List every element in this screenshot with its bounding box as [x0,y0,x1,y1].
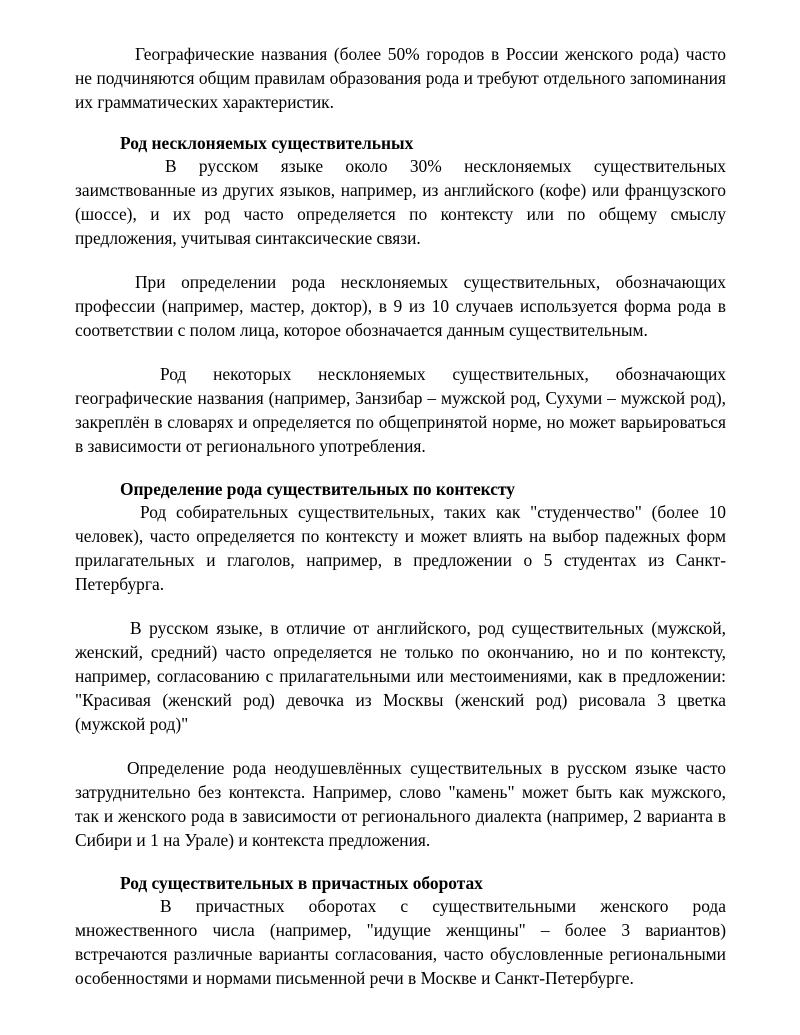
paragraph-collective-nouns: Род собирательных существительных, таких как "студенчество" (более 10 человек), часто определяется по контексту и может влиять на выбор падежных форм прилагательных и глаголов, например, в предложении о 5 студентах из Санкт-Петербурга. [75,502,726,594]
paragraph-geographic-names: Географические названия (более 50% городов в России женского рода) часто не подчиняются общим правилам образования рода и требуют отдельного запоминания их грамматических характеристик. [75,44,726,112]
spacer [75,852,726,872]
document-page [75,42,726,990]
heading-context-gender: Определение рода существительных по контексту [120,479,515,499]
spacer [75,596,726,616]
heading-indeclinable-nouns: Род несклоняемых существительных [120,133,414,153]
spacer [75,250,726,270]
spacer [75,114,726,132]
spacer [75,458,726,478]
spacer [75,342,726,362]
paragraph-borrowed-words: В русском языке около 30% несклоняемых существительных заимствованные из других языков, например, из английского (кофе) или французского (шоссе), и их род часто определяется по контексту или по общему смыслу предложения, учитывая синтаксические связи. [75,156,726,248]
paragraph-professions: При определении рода несклоняемых существительных, обозначающих профессии (например, мастер, доктор), в 9 из 10 случаев используется форма рода в соответствии с полом лица, которое обозначается данным существительным. [75,272,726,340]
spacer [75,736,726,756]
paragraph-inanimate-nouns: Определение рода неодушевлённых существительных в русском языке часто затруднительно без контекста. Например, слово "камень" может быть как мужского, так и женского рода в зависимости от регионального диалекта (например, 2 варианта в Сибири и 1 на Урале) и контекста предложения. [75,758,726,850]
paragraph-russian-vs-english: В русском языке, в отличие от английского, род существительных (мужской, женский, средний) часто определяется не только по окончанию, но и по контексту, например, согласованию с прилагательными или местоимениями, как в предложении: "Красивая (женский род) девочка из Москвы (женский род) рисовала 3 цветка (мужской род)" [75,618,726,734]
paragraph-participial-agreement: В причастных оборотах с существительными женского рода множественного числа (например, "идущие женщины" – более 3 вариантов) встречаются различные варианты согласования, часто обусловленные региональными особенностями и нормами письменной речи в Москве и Санкт-Петербурге. [75,896,726,988]
heading-participial-phrases: Род существительных в причастных оборотах [120,873,483,893]
paragraph-geographic-gender: Род некоторых несклоняемых существительных, обозначающих географические названия (например, Занзибар – мужской род, Сухуми – мужской род), закреплён в словарях и определяется по общепринятой норме, но может варьироваться в зависимости от регионального употребления. [75,364,726,456]
